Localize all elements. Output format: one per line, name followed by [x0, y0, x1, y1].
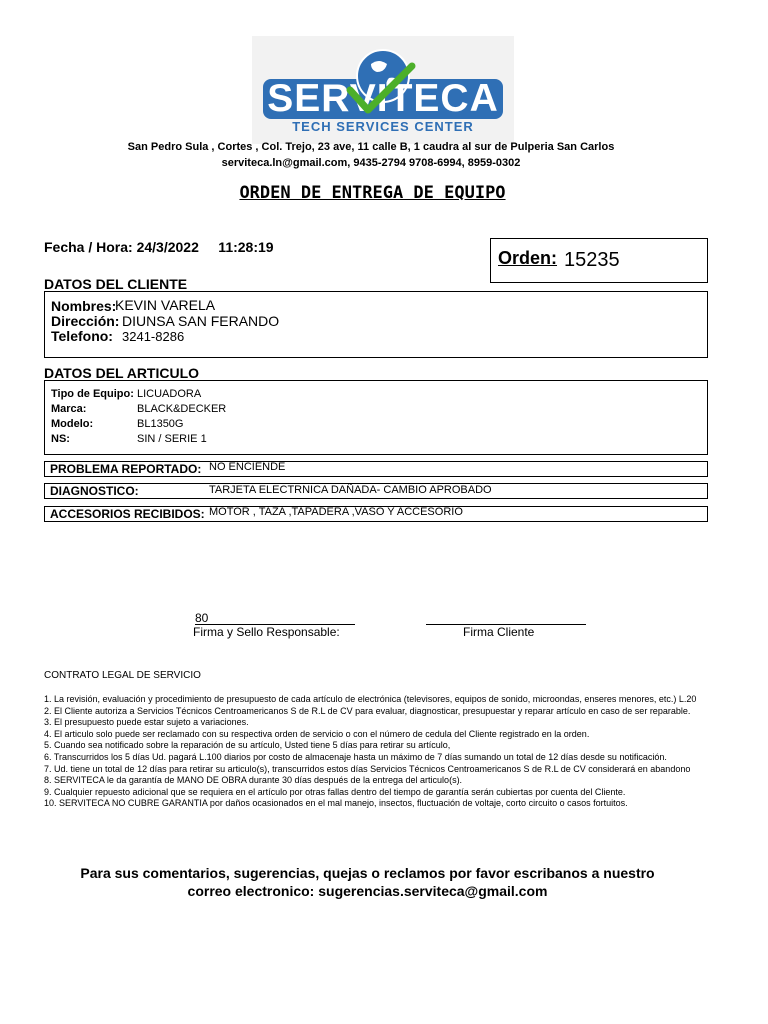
contrato-item: 6. Transcurridos los 5 días Ud. pagará L.100 diarios por costo de almacenaje hasta un máximo de 7 días sumando un total de 12 días desde su notificación.: [44, 751, 667, 762]
marca-label: Marca:: [51, 403, 87, 415]
marca-value: BLACK&DECKER: [137, 403, 227, 415]
diagnostico-label: DIAGNOSTICO:: [50, 484, 139, 498]
articulo-heading: DATOS DEL ARTICULO: [44, 365, 200, 381]
accesorios-value: MOTOR , TAZA ,TAPADERA ,VASO Y ACCESORIO: [209, 506, 463, 518]
accesorios-label: ACCESORIOS RECIBIDOS:: [50, 507, 205, 521]
contrato-item: 10. SERVITECA NO CUBRE GARANTIA por daños ocasionados en el mal manejo, insectos, fluctuación de voltaje, corto circuito o casos fortuitos.: [44, 798, 628, 809]
responsable-value: 80: [195, 611, 209, 625]
contrato-item: 5. Cuando sea notificado sobre la reparación de su artículo, Usted tiene 5 días para retirar su artículo,: [44, 740, 451, 751]
contrato-heading: CONTRATO LEGAL DE SERVICIO: [44, 670, 201, 681]
nombres-label: Nombres:: [51, 298, 117, 314]
nombres-value: KEVIN VARELA: [115, 297, 216, 313]
fecha-hora: Fecha / Hora: 24/3/2022 11:28:19: [44, 239, 274, 255]
ns-value: SIN / SERIE 1: [137, 433, 207, 445]
diagnostico-value: TARJETA ELECTRNICA DAÑADA- CAMBIO APROBADO: [209, 484, 492, 496]
footer-line-1: Para sus comentarios, sugerencias, quejas o reclamos por favor escribanos a nuestro: [80, 865, 655, 881]
checkmark-icon: [346, 62, 416, 114]
problema-value: NO ENCIENDE: [209, 461, 286, 473]
orden-number: 15235: [564, 249, 620, 271]
cliente-heading: DATOS DEL CLIENTE: [44, 276, 188, 292]
orden-label: Orden:: [498, 248, 558, 268]
direccion-label: Dirección:: [51, 313, 120, 329]
contrato-item: 7. Ud. tiene un total de 12 días para retirar su articulo(s), transcurridos estos días Servicios Técnicos Centroamericanos S de R.L de CV considerará en abandono: [44, 763, 691, 774]
contrato-item: 3. El presupuesto puede estar sujeto a variaciones.: [44, 717, 249, 728]
ns-label: NS:: [51, 433, 70, 445]
problema-label: PROBLEMA REPORTADO:: [50, 462, 202, 476]
company-contact: serviteca.ln@gmail.com, 9435-2794 9708-6994, 8959-0302: [221, 157, 521, 169]
footer-line-2: correo electronico: sugerencias.serviteca@gmail.com: [187, 883, 548, 899]
modelo-label: Modelo:: [51, 418, 94, 430]
tipo-label: Tipo de Equipo:: [51, 388, 134, 400]
telefono-value: 3241-8286: [122, 329, 185, 344]
telefono-label: Telefono:: [51, 328, 113, 344]
tipo-value: LICUADORA: [137, 388, 202, 400]
contrato-item: 2. El Cliente autoriza a Servicios Técnicos Centroamericanos S de R.L de CV para evaluar, diagnosticar, presupuestar y reparar artículo en caso de ser reparable.: [44, 705, 691, 716]
direccion-value: DIUNSA SAN FERANDO: [122, 313, 280, 329]
modelo-value: BL1350G: [137, 418, 184, 430]
contrato-list: [44, 694, 696, 810]
contrato-item: 1. La revisión, evaluación y procedimiento de presupuesto de cada artículo de electrónica (televisores, equipos de sonido, microondas, enseres menores, etc.) L.20: [44, 694, 697, 704]
document-title: ORDEN DE ENTREGA DE EQUIPO: [239, 183, 506, 203]
cliente-signature-label: Firma Cliente: [463, 625, 535, 639]
contrato-item: 8. SERVITECA le da garantía de MANO DE OBRA durante 30 días después de la entrega del articulo(s).: [44, 775, 463, 786]
responsable-label: Firma y Sello Responsable:: [193, 625, 340, 639]
logo-tagline: TECH SERVICES CENTER: [292, 119, 474, 134]
contrato-item: 9. Cualquier repuesto adicional que se requiera en el artículo por otras fallas dentro del tiempo de garantía serán cubiertas por cuenta del Cliente.: [44, 786, 626, 797]
logo-wordmark: SERVITECA: [267, 77, 499, 120]
company-address: San Pedro Sula , Cortes , Col. Trejo, 23 ave, 11 calle B, 1 caudra al sur de Pulperia San Carlos: [127, 141, 615, 153]
contrato-item: 4. El articulo solo puede ser reclamado con su respectiva orden de servicio o con el número de cedula del Cliente registrado en la orden.: [44, 728, 590, 739]
